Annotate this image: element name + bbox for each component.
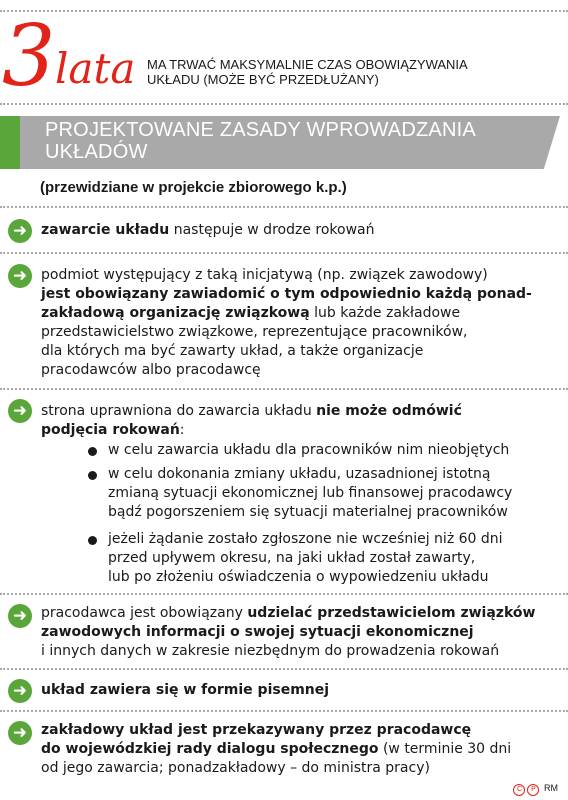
list-item bbox=[0, 719, 568, 787]
item-plain: pracodawca jest obowiązany bbox=[41, 605, 248, 621]
sub-bullet-text bbox=[108, 530, 563, 587]
sub-bullet-line: w celu dokonania zmiany układu, uzasadnionej istotną bbox=[108, 466, 491, 482]
item-text bbox=[41, 721, 556, 778]
p-mark-icon: P bbox=[527, 784, 539, 796]
bullet-dot-icon bbox=[88, 536, 97, 545]
credit bbox=[513, 783, 558, 796]
item-text bbox=[41, 266, 556, 380]
sub-bullet-line: lub po złożeniu oświadczenia o wypowiedzeniu układu bbox=[108, 569, 489, 585]
header-divider bbox=[0, 103, 568, 105]
item-line bbox=[41, 421, 556, 440]
item-bold: podjęcia rokowań bbox=[41, 422, 180, 438]
bullet-dot-icon bbox=[88, 471, 97, 480]
item-text bbox=[41, 681, 556, 700]
list-item bbox=[0, 262, 568, 382]
sub-bullet-line: zmianą sytuacji ekonomicznej lub finansowej pracodawcy bbox=[108, 485, 513, 501]
item-text bbox=[41, 402, 556, 440]
divider bbox=[0, 388, 568, 390]
item-line: przedstawicielstwo związkowe, reprezentujące pracowników, bbox=[41, 324, 468, 340]
arrow-right-circle-icon: ➜ bbox=[8, 604, 32, 628]
item-bold: nie może odmówić bbox=[316, 403, 462, 419]
arrow-right-circle-icon: ➜ bbox=[8, 721, 32, 745]
item-line: i innych danych w zakresie niezbędnym do prowadzenia rokowań bbox=[41, 643, 500, 659]
arrow-right-circle-icon: ➜ bbox=[8, 219, 32, 243]
arrow-right-circle-icon: ➜ bbox=[8, 264, 32, 288]
item-line bbox=[41, 721, 556, 740]
item-plain: następuje w drodze rokowań bbox=[169, 222, 375, 238]
hero-caption bbox=[147, 57, 547, 87]
sub-bullet-line: w celu zawarcia układu dla pracowników nim nieobjętych bbox=[108, 442, 510, 458]
item-bold: zakładowy układ jest przekazywany przez pracodawcę bbox=[41, 722, 472, 738]
hero-caption-line-2: UKŁADU (MOŻE BYĆ PRZEDŁUŻANY) bbox=[147, 72, 379, 87]
item-line bbox=[41, 740, 556, 759]
list-item bbox=[0, 219, 568, 249]
item-line: od jego zawarcia; ponadzakładowy – do ministra pracy) bbox=[41, 760, 430, 776]
banner-title-line-2: UKŁADÓW bbox=[45, 141, 148, 163]
item-bold: do wojewódzkiej rady dialogu społecznego bbox=[41, 741, 379, 757]
item-line bbox=[41, 604, 556, 623]
item-bold: zakładową organizację związkową bbox=[41, 305, 310, 321]
sub-bullet-line: jeżeli żądanie zostało zgłoszone nie wcześniej niż 60 dni bbox=[108, 531, 503, 547]
divider bbox=[0, 710, 568, 712]
item-line: pracodawców albo pracodawcę bbox=[41, 362, 261, 378]
bullet-dot-icon bbox=[88, 447, 97, 456]
list-item bbox=[0, 679, 568, 707]
banner-title bbox=[45, 119, 525, 163]
item-line bbox=[41, 304, 556, 323]
sub-bullet-line: bądź pogorszeniem się sytuacji materialnej pracowników bbox=[108, 504, 508, 520]
credit-initials: RM bbox=[544, 783, 558, 793]
item-bold: zawodowych informacji o swojej sytuacji ekonomicznej bbox=[41, 624, 474, 640]
item-line bbox=[41, 402, 556, 421]
item-text bbox=[41, 221, 556, 240]
sub-bullet-line: przed upływem okresu, na jaki układ został zawarty, bbox=[108, 550, 476, 566]
top-divider bbox=[0, 10, 568, 12]
divider bbox=[0, 206, 568, 208]
item-plain: : bbox=[179, 422, 185, 438]
item-plain: strona uprawniona do zawarcia układu bbox=[41, 403, 317, 419]
item-line: podmiot występujący z taką inicjatywą (np. związek zawodowy) bbox=[41, 267, 488, 283]
item-line bbox=[41, 285, 556, 304]
item-plain: lub każde zakładowe bbox=[309, 305, 461, 321]
copyright-icon: C bbox=[513, 784, 525, 796]
item-bold: układ zawiera się w formie pisemnej bbox=[41, 682, 330, 698]
item-plain: (w terminie 30 dni bbox=[378, 741, 512, 757]
item-bold: jest obowiązany zawiadomić o tym odpowiednio każdą ponad- bbox=[41, 286, 532, 302]
banner-subtitle: (przewidziane w projekcie zbiorowego k.p.) bbox=[40, 179, 347, 196]
hero-caption-line-1: MA TRWAĆ MAKSYMALNIE CZAS OBOWIĄZYWANIA bbox=[147, 57, 468, 72]
list-item bbox=[0, 602, 568, 668]
divider bbox=[0, 252, 568, 254]
hero-number: 3 bbox=[2, 7, 56, 105]
divider bbox=[0, 668, 568, 670]
banner-title-line-1: PROJEKTOWANE ZASADY WPROWADZANIA bbox=[45, 119, 476, 141]
arrow-right-circle-icon: ➜ bbox=[8, 399, 32, 423]
item-text bbox=[41, 604, 556, 661]
arrow-right-circle-icon: ➜ bbox=[8, 679, 32, 703]
divider bbox=[0, 593, 568, 595]
sub-bullet-text bbox=[108, 441, 563, 460]
item-line bbox=[41, 623, 556, 642]
item-bold: udzielać przedstawicielom związków bbox=[247, 605, 536, 621]
item-line: dla których ma być zawarty układ, a także organizacje bbox=[41, 343, 424, 359]
item-bold: zawarcie układu bbox=[41, 222, 170, 238]
sub-bullet-text bbox=[108, 465, 563, 522]
hero-unit: lata bbox=[55, 44, 136, 93]
